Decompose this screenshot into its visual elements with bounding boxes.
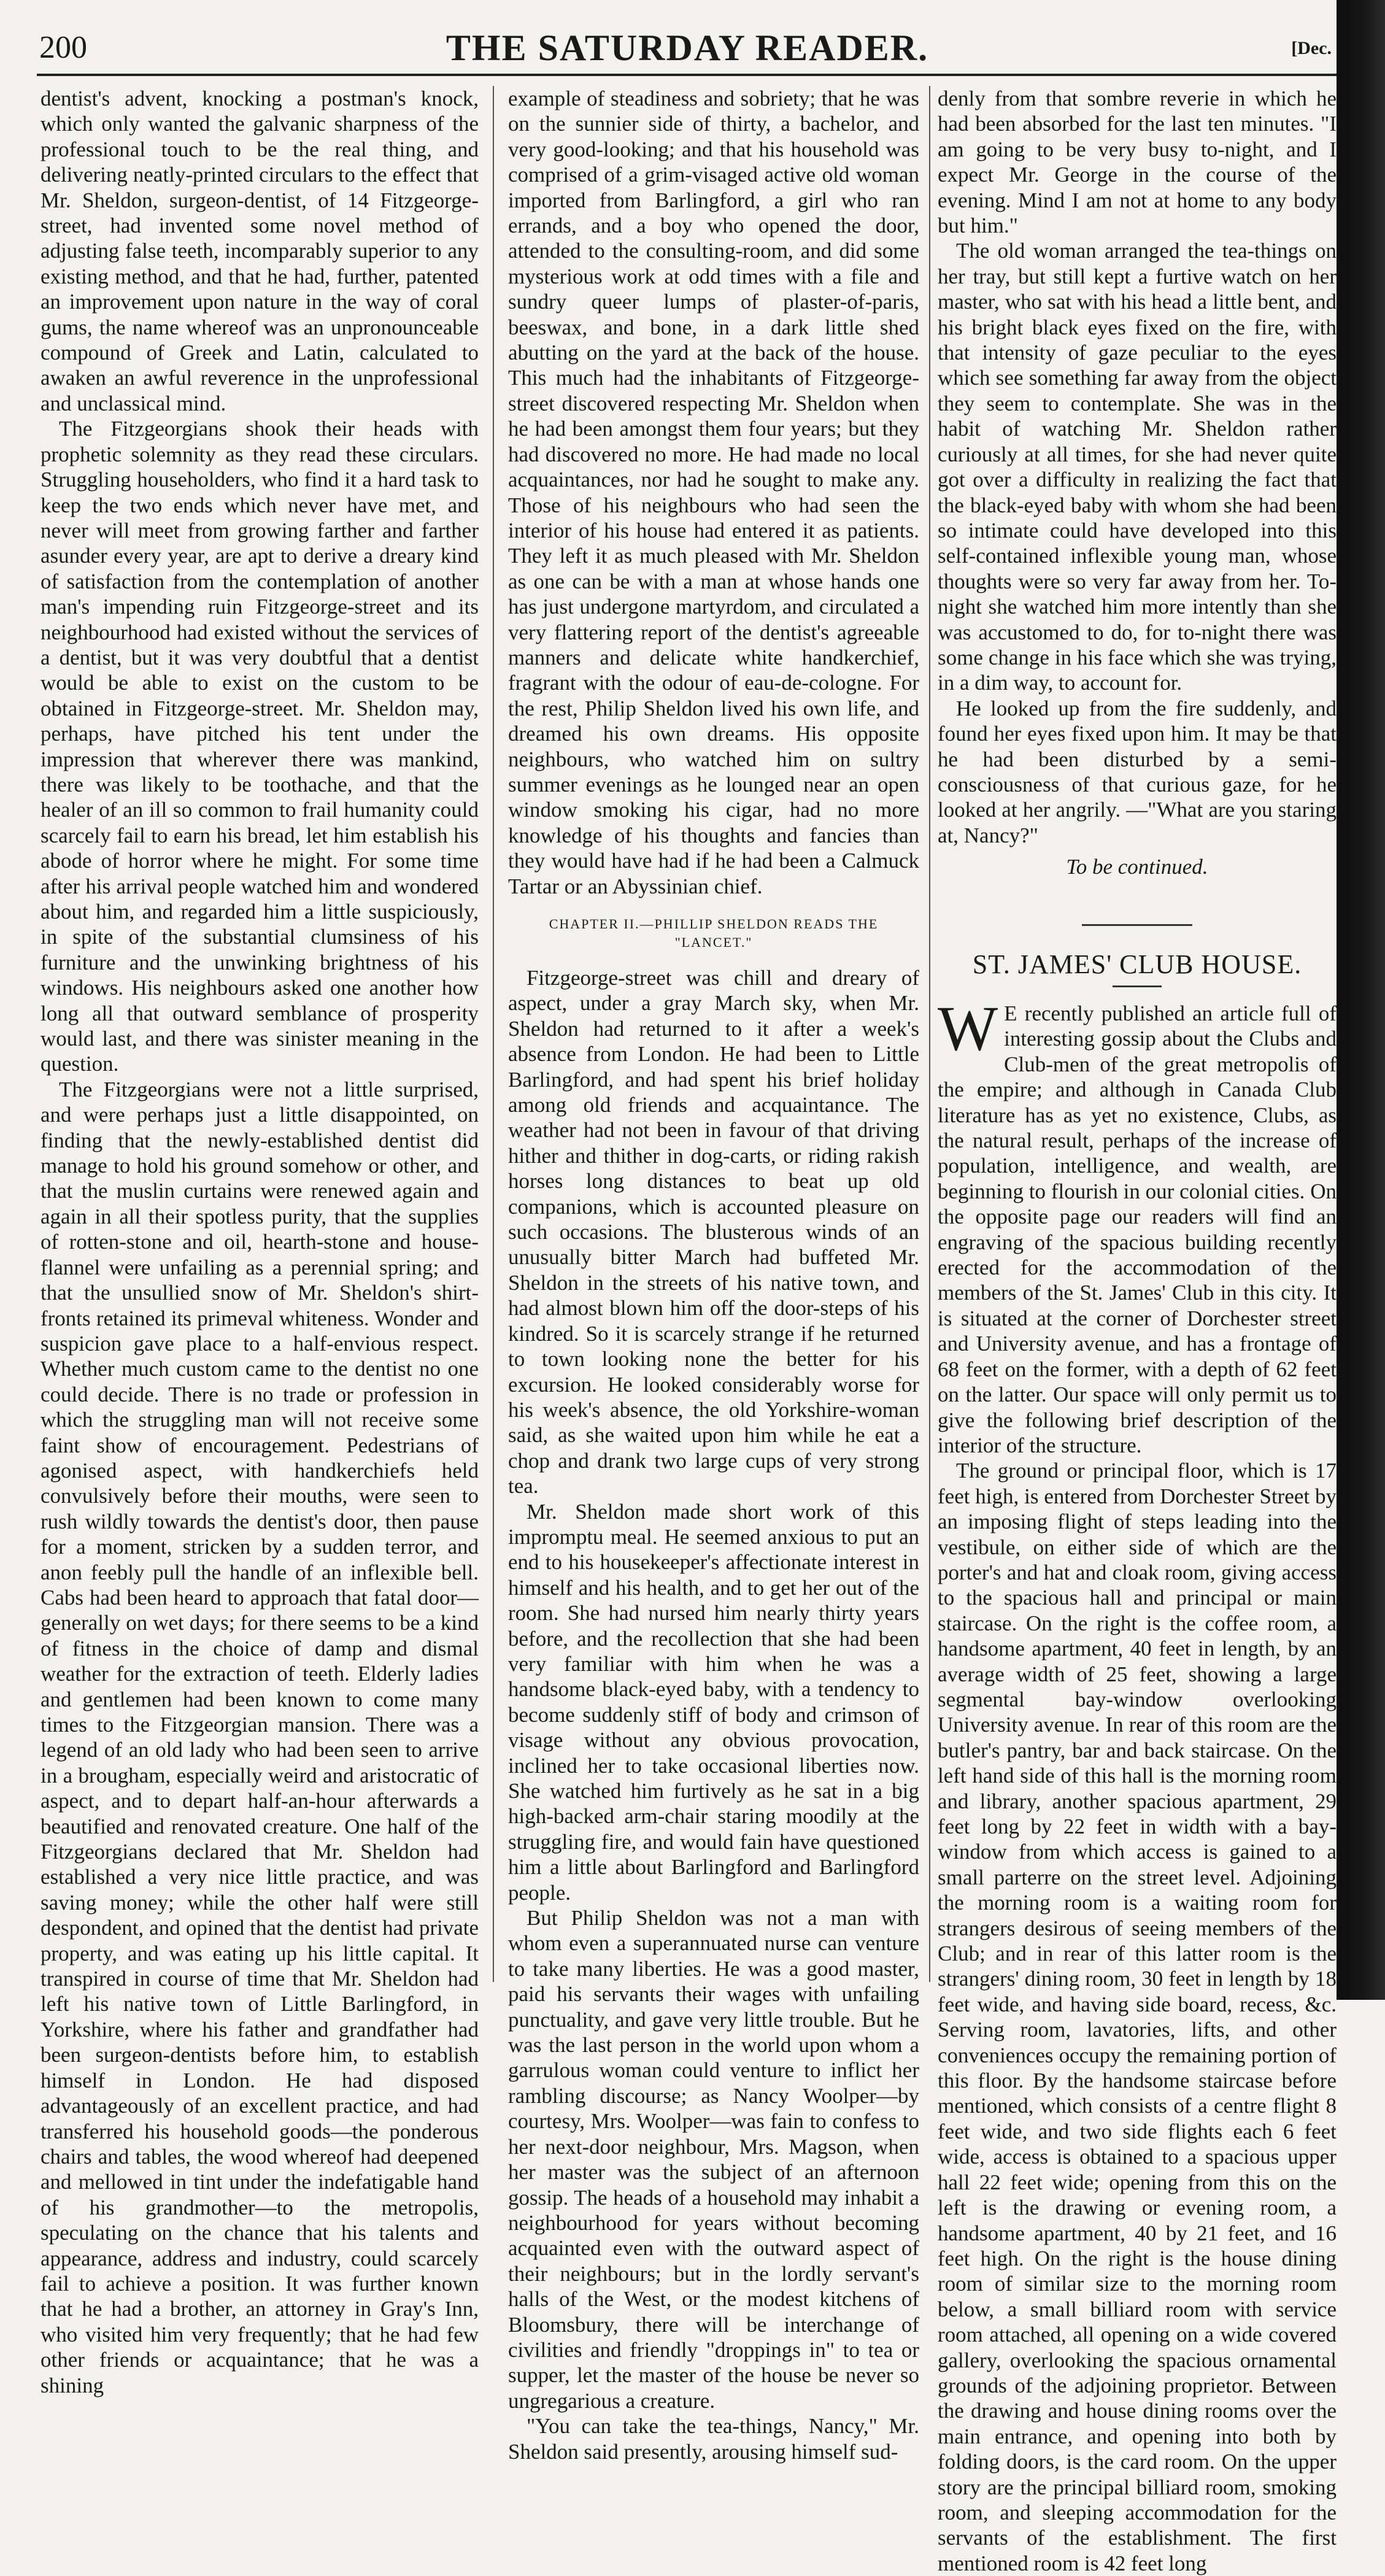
paragraph: The Fitzgeorgians were not a little surprised, and were perhaps just a little disappointed, on finding that the newly-established dentist did manage to hold his ground somehow or other, and that the muslin curtains were renewed again and again in all their spotless purity, that the supplies of rotten-stone and oil, hearth-stone and house-flannel were unfailing as a perennial spring; and that the unsullied snow of Mr. Sheldon's shirt-fronts retained its primeval whiteness. Wonder and suspicion gave place to a half-envious respect. Whether much custom came to the dentist no one could decide. There is no trade or profession in which the struggling man will not receive some faint show of encouragement. Pedestrians of agonised aspect, with handkerchiefs held convulsively before their mouths, were seen to rush wildly towards the dentist's door, then pause for a moment, stricken by a sudden terror, and anon feebly pull the handle of an inflexible bell. Cabs had been heard to approach that fatal door—generally on wet days; for there seems to be a kind of fitness in the choice of damp and dismal weather for the extraction of teeth. Elderly ladies and gentlemen had been known to come many times to the Fitzgeorgian mansion. There was a legend of an old lady who had been seen to arrive in a brougham, especially weird and aristocratic of aspect, and to depart half-an-hour afterwards a beautified and renovated creature. One half of the Fitzgeorgians declared that Mr. Sheldon had established a very nice little practice, and was saving money; while the other half were still despondent, and opined that the dentist had private property, and was eating up his little capital. It transpired in course of time that Mr. Sheldon had left his native town of Little Barlingford, in Yorkshire, where his father and grandfather had been surgeon-dentists before him, to establish himself in London. He had disposed advantageously of an excellent practice, and had transferred his household goods—the ponderous chairs and tables, the wood whereof had deepened and mellowed in tint under the indefatigable hand of his grandmother—to the metropolis, speculating on the chance that his talents and appearance, address and industry, could scarcely fail to achieve a position. It was further known that he had a brother, an attorney in Gray's Inn, who visited him very frequently; that he had few other friends or acquaintance; that he was a shining: [41, 1077, 479, 2397]
article-first-paragraph: [938, 993, 1337, 1458]
paragraph: The ground or principal floor, which is 17 feet high, is entered from Dorchester Street by an imposing flight of steps leading into the vestibule, on either side of which are the porter's and hat and cloak room, giving access to the spacious hall and principal or main staircase. On the right is the coffee room, a handsome apartment, 40 feet in length, by an average width of 25 feet, showing a large segmental bay-window overlooking University avenue. In rear of this room are the butler's pantry, bar and back staircase. On the left hand side of this hall is the morning room and library, another spacious apartment, 29 feet long by 22 feet in width with a bay-window from which access is gained to a small parterre on the street level. Adjoining the morning room is a waiting room for strangers desirous of seeing members of the Club; and in rear of this latter room is the strangers' dining room, 30 feet in length by 18 feet wide, and having side board, recess, &c. Serving room, lavatories, lifts, and other conveniences occupy the remaining portion of this floor. By the handsome staircase before mentioned, which consists of a centre flight 8 feet wide, and two side flights each 6 feet wide, access is obtained to a spacious upper hall 22 feet wide; opening from this on the left is the drawing or evening room, a handsome apartment, 40 by 21 feet, and 16 feet high. On the right is the house dining room of similar size to the morning room below, a small billiard room with service room attached, all opening on a wide covered gallery, overlooking the spacious ornamental grounds of the adjoining proprietor. Between the drawing and house dining rooms over the main entrance, and opening into both by folding doors, is the card room. On the upper story are the principal billiard room, smoking room, and sleeping accommodation for the servants of the establishment. The first mentioned room is 42 feet long: [938, 1459, 1337, 2575]
column-divider-1: [493, 86, 494, 1982]
column-divider-2: [929, 86, 930, 1982]
paragraph: The old woman arranged the tea-things on her tray, but still kept a furtive watch on her master, who sat with his head a little bent, and his bright black eyes fixed on the fire, with that intensity of gaze peculiar to the eyes which see something far away from the object they seem to contemplate. She was in the habit of watching Mr. Sheldon rather curiously at all times, for she had never quite got over a difficulty in realizing the fact that the black-eyed baby with whom she had been so intimate could have developed into this self-contained inflexible young man, whose thoughts were so very far away from her. To-night she watched him more intently than she was accustomed to do, for to-night there was some change in his face which she was trying, in a dim way, to account for.: [938, 239, 1337, 695]
masthead: THE SATURDAY READER.: [446, 28, 929, 68]
column-1: [41, 86, 479, 2397]
paragraph: Fitzgeorge-street was chill and dreary of aspect, under a gray March sky, when Mr. Sheldon had returned to it after a week's absence from London. He had been to Little Barlingford, and had spent his brief holiday among old friends and acquaintance. The weather had not been in favour of that driving hither and thither in dog-carts, or riding rakish horses long distances to beat up old companions, which is accounted pleasure on such occasions. The blusterous winds of an unusually bitter March had buffeted Mr. Sheldon in the streets of his native town, and had almost blown him off the door-steps of his kindred. So it is scarcely strange if he returned to town looking none the better for his excursion. He looked considerably worse for his week's absence, the old Yorkshire-woman said, as she waited upon him while he eat a chop and drank two large cups of very strong tea.: [508, 966, 919, 1498]
column-2: [508, 86, 919, 2464]
paragraph: example of steadiness and sobriety; that he was on the sunnier side of thirty, a bachelor, and very good-looking; and that his household was comprised of a grim-visaged active old woman imported from Barlingford, a girl who ran errands, and a boy who opened the door, attended to the consulting-room, and did some mysterious work at odd times with a file and sundry queer lumps of plaster-of-paris, beeswax, and bone, in a dark little shed abutting on the yard at the back of the house. This much had the inhabitants of Fitzgeorge-street discovered respecting Mr. Sheldon when he had been amongst them four years; but they had discovered no more. He had made no local acquaintances, nor had he sought to make any. Those of his neighbours who had seen the interior of his house had entered it as patients. They left it as much pleased with Mr. Sheldon as one can be with a man at whose hands one has just undergone martyrdom, and circulated a very flattering report of the dentist's agreeable manners and delicate white handkerchief, fragrant with the odour of eau-de-cologne. For the rest, Philip Sheldon lived his own life, and dreamed his own dreams. His opposite neighbours, who watched him on sultry summer evenings as he lounged near an open window smoking his cigar, had no more knowledge of his thoughts and fancies than they would have had if he had been a Calmuck Tartar or an Abyssinian chief.: [508, 87, 919, 898]
first-paragraph-text: E recently published an article full of interesting gossip about the Clubs and Club-men of the great metropolis of the empire; and although in Canada Club literature has as yet no existence, Clubs, as the natural result, perhaps of the increase of population, intelligence, and wealth, are beginning to flourish in our colonial cities. On the opposite page our readers will find an engraving of the spacious building recently erected for the accommodation of the members of the St. James' Club in this city. It is situated at the corner of Dorchester street and University avenue, and has a frontage of 68 feet on the former, with a depth of 62 feet on the latter. Our space will only permit us to give the following brief description of the interior of the structure.: [938, 1001, 1337, 1457]
page-header: [37, 25, 1338, 71]
title-rule: [1113, 985, 1162, 987]
paragraph: The Fitzgeorgians shook their heads with prophetic solemnity as they read these circulars. Struggling householders, who find it a hard task to keep the two ends which never have met, and never will meet from growing farther and farther asunder every year, are apt to derive a dreary kind of satisfaction from the contemplation of another man's impending ruin Fitzgeorge-street and its neighbourhood had existed without the services of a dentist, but it was very doubtful that a dentist would be able to exist on the custom to be obtained in Fitzgeorge-street. Mr. Sheldon may, perhaps, have pitched his tent under the impression that wherever there was mankind, there was likely to be toothache, and that the healer of an ill so common to frail humanity could scarcely fail to earn his bread, let him establish his abode of horror where he might. For some time after his arrival people watched him and wondered about him, and regarded him a little suspiciously, in spite of the substantial clumsiness of his furniture and the unwinking brightness of his windows. His neighbours asked one another how long all that outward semblance of prosperity would last, and there was sinister meaning in the question.: [41, 417, 479, 1076]
page-number: 200: [39, 30, 87, 65]
paragraph: denly from that sombre reverie in which he had been absorbed for the last ten minutes. "I am going to be very busy to-night, and I expect Mr. George in the course of the evening. Mind I am not at home to any body but him.": [938, 87, 1337, 238]
to-be-continued: To be continued.: [1066, 855, 1208, 879]
column-3: [938, 86, 1337, 2575]
header-rule: [37, 74, 1338, 76]
paragraph: dentist's advent, knocking a postman's knock, which only wanted the galvanic sharpness of the professional touch to be the real thing, and delivering neatly-printed circulars to the effect that Mr. Sheldon, surgeon-dentist, of 14 Fitzgeorge-street, had invented some novel method of adjusting false teeth, incomparably superior to any existing method, and that he had, further, patented an improvement upon nature in the way of coral gums, the name whereof was an unpronounceable compound of Greek and Latin, calculated to awaken an awful reverence in the unprofessional and unclassical mind.: [41, 87, 479, 415]
section-separator: [1082, 924, 1192, 926]
article-title: ST. JAMES' CLUB HOUSE.: [972, 949, 1302, 979]
chapter-heading: CHAPTER II.—PHILLIP SHELDON READS THE "LANCET.": [549, 916, 879, 950]
drop-cap: W: [938, 993, 998, 1064]
date-fragment: [Dec.: [1291, 38, 1332, 58]
paragraph: He looked up from the fire suddenly, and found her eyes fixed upon him. It may be that he had been disturbed by a semi-consciousness of that curious gaze, for he looked at her angrily. —"What are you staring at, Nancy?": [938, 696, 1337, 847]
paragraph: "You can take the tea-things, Nancy," Mr. Sheldon said presently, arousing himself sud-: [508, 2414, 919, 2464]
paragraph: Mr. Sheldon made short work of this impromptu meal. He seemed anxious to put an end to his housekeeper's affectionate interest in himself and his health, and to get her out of the room. She had nursed him nearly thirty years before, and the recollection that she had been very familiar with him when he was a handsome black-eyed baby, with a tendency to become suddenly stiff of body and crimson of visage without any obvious provocation, inclined her to take occasional liberties now. She watched him furtively as he sat in a big high-backed arm-chair staring moodily at the struggling fire, and would fain have questioned him a little about Barlingford and Barlingford people.: [508, 1499, 919, 1905]
paragraph: But Philip Sheldon was not a man with whom even a superannuated nurse can venture to take many liberties. He was a good master, paid his servants their wages with unfailing punctuality, and gave very little trouble. But he was the last person in the world upon whom a garrulous woman could venture to inflict her rambling discourse; as Nancy Woolper—by courtesy, Mrs. Woolper—was fain to confess to her next-door neighbour, Mrs. Magson, when her master was the subject of an afternoon gossip. The heads of a household may inhabit a neighbourhood for years without becoming acquainted even with the outward aspect of their neighbours; but in the lordly servant's halls of the West, or the modest kitchens of Bloomsbury, there will be interchange of civilities and friendly "droppings in" to tea or supper, let the master of the house be never so ungregarious a creature.: [508, 1906, 919, 2413]
page-binding-edge: [1337, 0, 1385, 2000]
